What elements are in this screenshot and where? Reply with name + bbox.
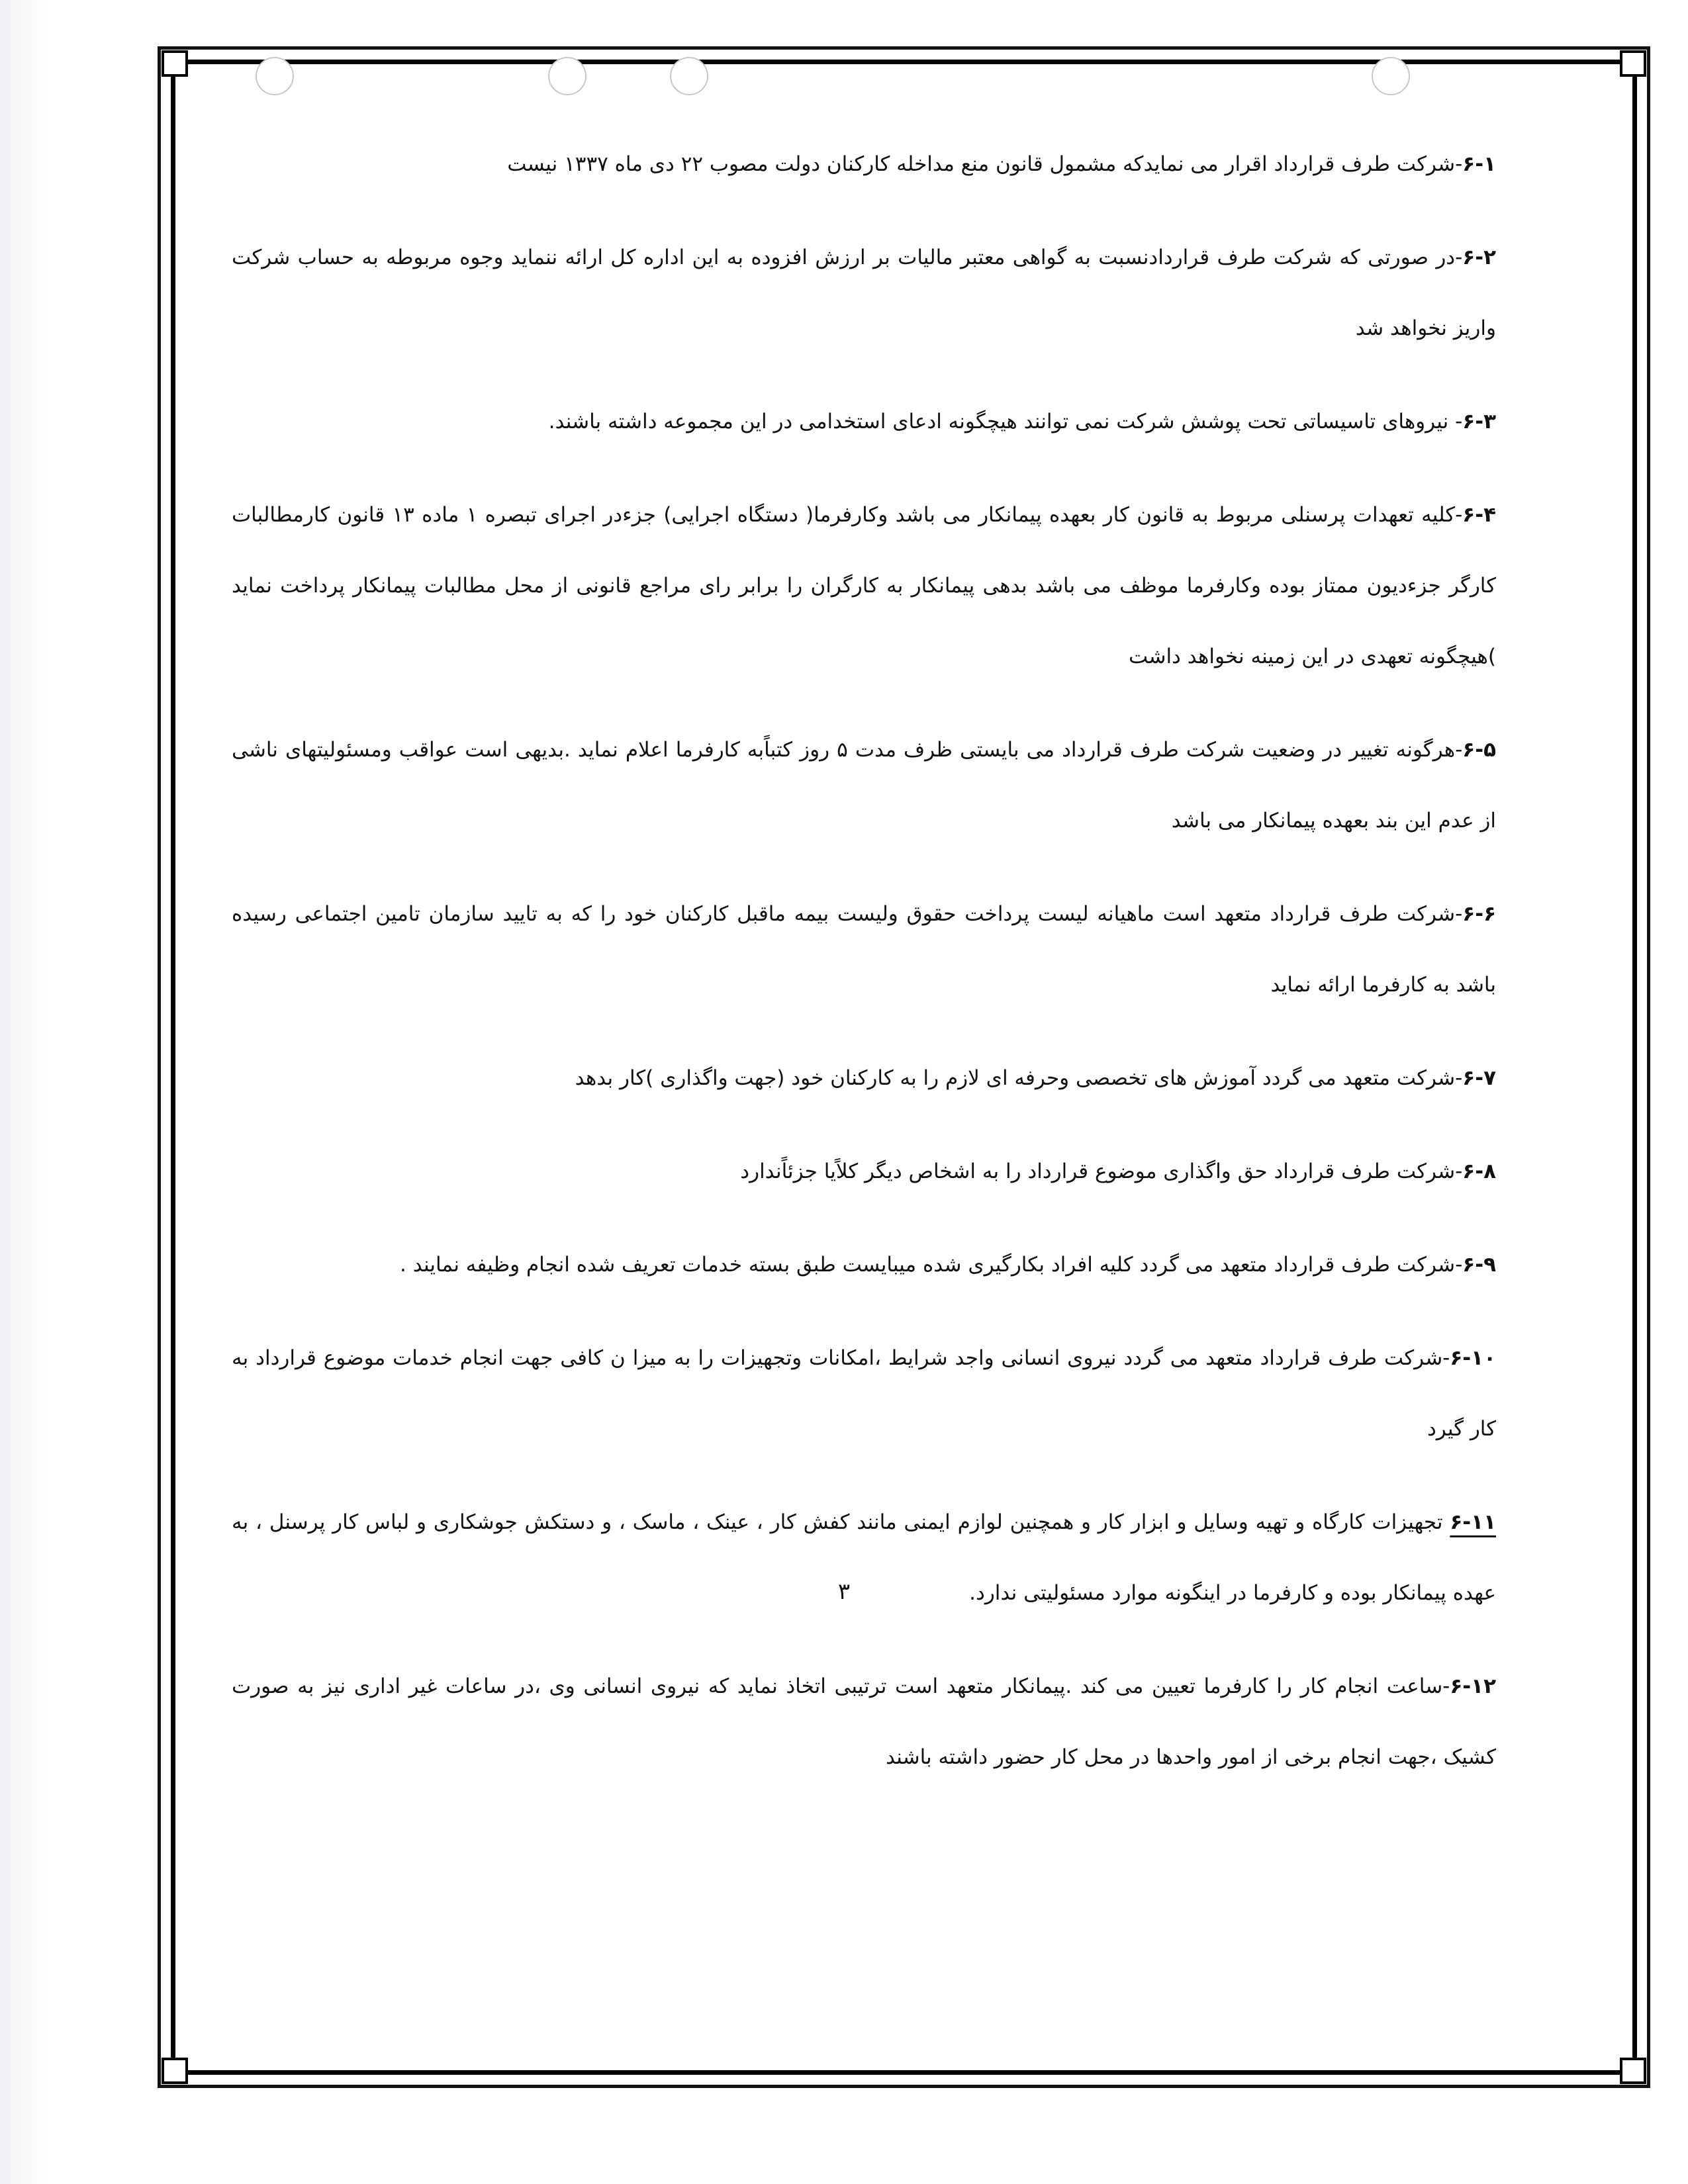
clause-number: ۶-۳ [1462,410,1496,433]
clause-6-10 [232,1323,1496,1465]
clause-number: ۶-۷ [1462,1066,1496,1090]
clause-6-5 [232,715,1496,856]
frame-corner-ornament [1620,50,1646,77]
clause-number: ۶-۱۰ [1450,1346,1496,1370]
clause-number: ۶-۱۱ [1450,1510,1496,1534]
clause-number: ۶-۹ [1462,1253,1496,1277]
clause-6-1 [232,129,1496,200]
clause-text: -هرگونه تغییر در وضعیت شرکت طرف قرارداد می بایستی ظرف مدت ۵ روز کتباًبه کارفرما اعلام نماید .بدیهی است عواقب ومسئولیتهای ناشی از عدم این بند بعهده پیمانکار می باشد [232,738,1496,833]
clause-number: ۶-۴ [1462,503,1496,527]
clause-6-6 [232,879,1496,1021]
punch-hole [256,57,294,95]
punch-hole [1372,57,1410,95]
clause-text: -شرکت طرف قرارداد متعهد می گردد کلیه افراد بکارگیری شده میبایست طبق بسته خدمات تعریف شده انجام وظیفه نمایند . [400,1253,1463,1277]
clause-6-12 [232,1651,1496,1793]
clause-text: -شرکت طرف قرارداد متعهد است ماهیانه لیست پرداخت حقوق ولیست بیمه ماقبل کارکنان خود را که به تایید سازمان تامین اجتماعی رسیده باشد به کارفرما ارائه نماید [232,902,1496,997]
clause-number: ۶-۶ [1462,902,1496,926]
clause-6-11 [232,1487,1496,1629]
clause-number: ۶-۱ [1462,152,1496,176]
clause-text: -شرکت متعهد می گردد آموزش های تخصصی وحرفه ای لازم را به کارکنان خود (جهت واگذاری )کار بدهد [575,1066,1463,1090]
clause-6-9 [232,1230,1496,1300]
clause-number: ۶-۸ [1462,1160,1496,1183]
frame-corner-ornament [1620,2058,1646,2084]
punch-hole [548,57,586,95]
clause-text: -در صورتی که شرکت طرف قراردادنسبت به گواهی معتبر مالیات بر ارزش افزوده به این اداره کل ارائه ننماید وجوه مربوطه به حساب شرکت واریز نخواهد شد [232,246,1496,340]
page-number: ۳ [837,1578,851,1605]
clause-6-2 [232,222,1496,364]
clause-text: -کلیه تعهدات پرسنلی مربوط به قانون کار بعهده پیمانکار می باشد وکارفرما( دستگاه اجرایی) جزءدر اجرای تبصره ۱ ماده ۱۳ قانون کارمطالبات کارگر جزءدیون ممتاز بوده وکارفرما موظف می باشد بدهی پیمانکار به کارگران را برابر رای مراجع قانونی از محل مطالبات پیمانکار پرداخت نماید )هیچگونه تعهدی در این زمینه نخواهد داشت [232,503,1496,668]
clause-text: -شرکت طرف قرارداد حق واگذاری موضوع قرارداد را به اشخاص دیگر کلاًیا جزئاًندارد [740,1160,1463,1183]
clause-number: ۶-۵ [1462,738,1496,762]
clause-number: ۶-۲ [1462,246,1496,269]
clause-6-8 [232,1136,1496,1207]
clause-6-3 [232,387,1496,457]
clause-number: ۶-۱۲ [1450,1674,1496,1698]
clause-6-4 [232,480,1496,692]
punch-hole [670,57,708,95]
clause-text: -شرکت طرف قرارداد اقرار می نمایدکه مشمول قانون منع مداخله کارکنان دولت مصوب ۲۲ دی ماه ۱۳۳۷ نیست [507,152,1463,176]
clause-6-7 [232,1043,1496,1114]
frame-corner-ornament [162,50,188,77]
frame-corner-ornament [162,2058,188,2084]
clause-text: تجهیزات کارگاه و تهیه وسایل و ابزار کار و همچنین لوازم ایمنی مانند کفش کار ، عینک ، ماسک ، و دستکش جوشکاری و لباس کار پرسنل ، به عهده پیمانکار بوده و کارفرما در اینگونه موارد مسئولیتی ندارد. [232,1510,1496,1605]
contract-clauses [232,129,1496,1815]
clause-text: - نیروهای تاسیساتی تحت پوشش شرکت نمی توانند هیچگونه ادعای استخدامی در این مجموعه داشته باشند. [548,410,1463,433]
clause-text: -شرکت طرف قرارداد متعهد می گردد نیروی انسانی واجد شرایط ،امکانات وتجهیزات را به میزا ن کافی جهت انجام خدمات موضوع قرارداد به کار گیرد [232,1346,1496,1441]
scan-edge-shadow [0,0,46,2184]
clause-text: -ساعت انجام کار را کارفرما تعیین می کند .پیمانکار متعهد است ترتیبی اتخاذ نماید که نیروی انسانی وی ،در ساعات غیر اداری نیز به صورت کشیک ،جهت انجام برخی از امور واحدها در محل کار حضور داشته باشند [232,1674,1496,1769]
